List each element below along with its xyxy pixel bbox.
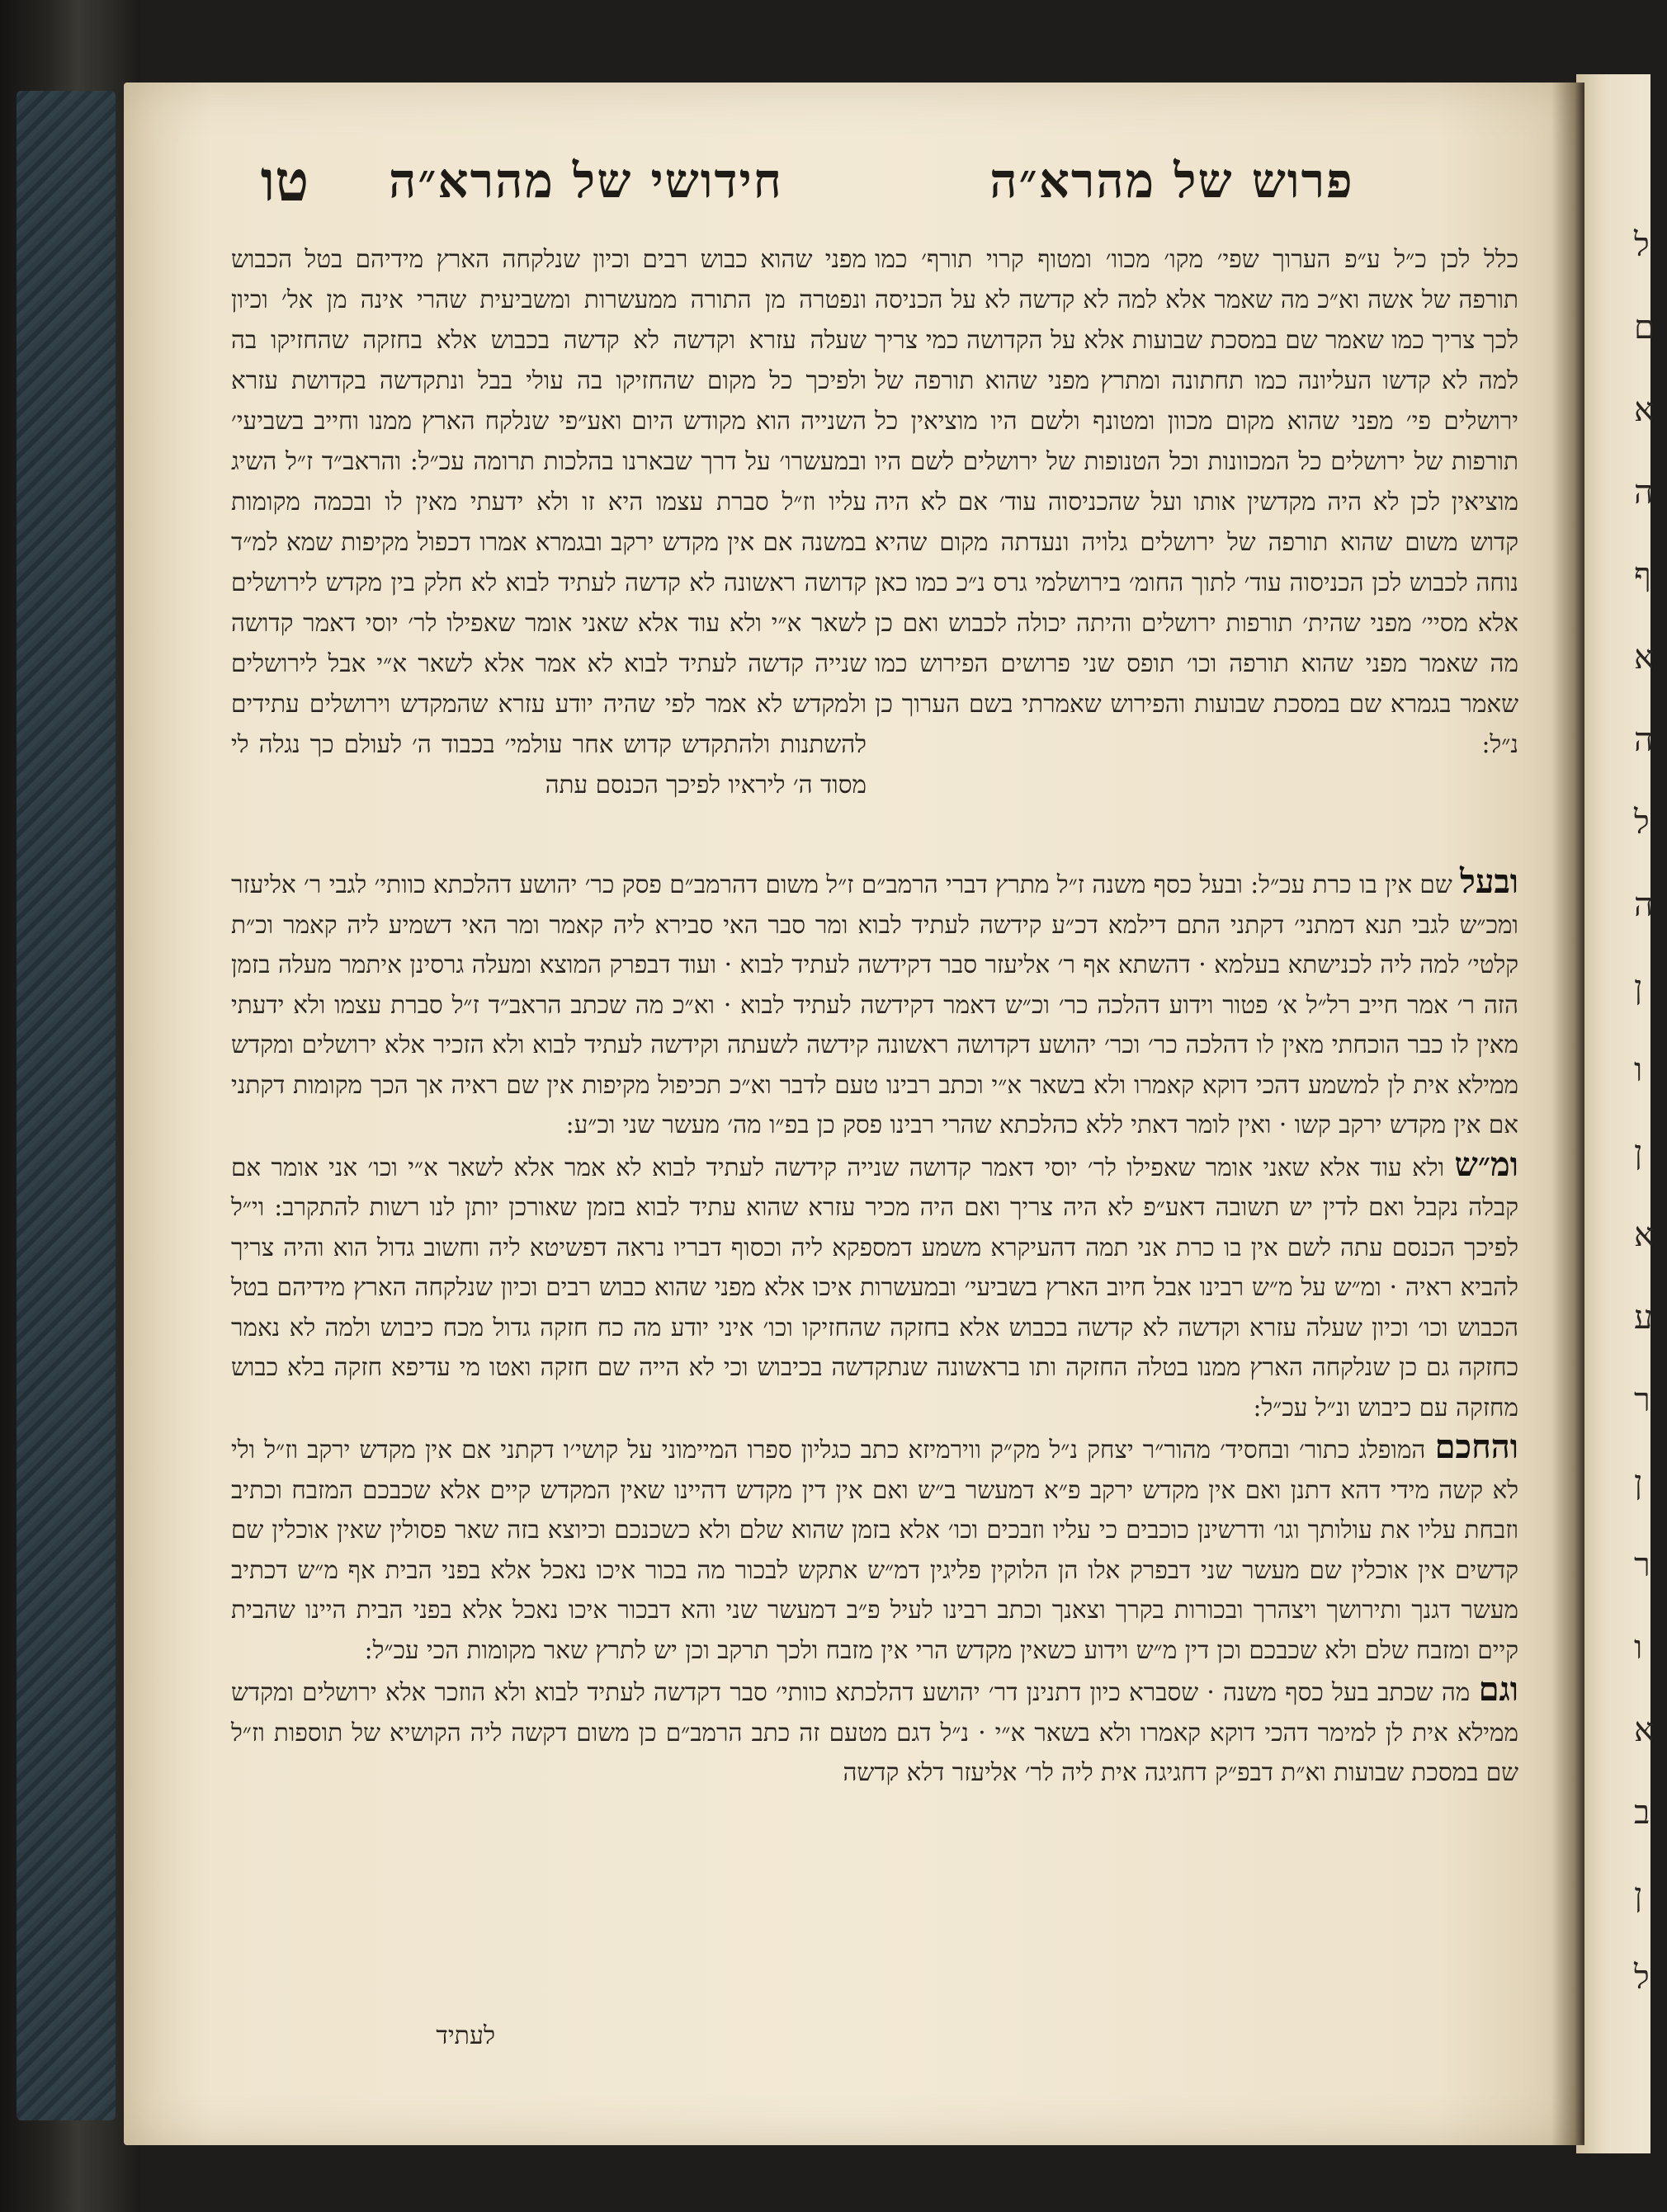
facing-page-glyph: ר xyxy=(1634,1546,1650,1584)
facing-page-glyph: ל xyxy=(1634,1959,1650,1997)
facing-page-glyph: ה xyxy=(1634,474,1654,512)
facing-page-glyph: ף xyxy=(1634,556,1651,594)
paragraph-lead-word: וגם xyxy=(1478,1670,1518,1709)
facing-page-glyph: ב xyxy=(1634,1794,1650,1832)
running-head-right: פרוש של מהרא״ה xyxy=(989,153,1354,209)
paragraph-body: שם אין בו כרת עכ״ל: ובעל כסף משנה ז״ל מתרץ דברי הרמב״ם ז״ל משום דהרמב״ם פסק כר׳ יהושע דהלכתא כוותי׳ לגבי ר׳ אליעזר ומכ״ש לגבי תנא דמתני׳ דקתני התם דילמא דכ״ע קידשה לעתיד לבוא ומר סבר האי סבירא ליה קאמר ומר האי דשמיע ליה קאמר וכ״ת קלטי׳ למה ליה לכנישתא בעלמא · דהשתא אף ר׳ אליעזר סבר דקידשה לעתיד לבוא · ועוד דבפרק המוצא ומעלה גרסינן איתמר מעלה בזמן הזה ר׳ אמר חייב רל״ל א׳ פטור וידוע דהלכה כר׳ וכ״ש דאמר דקידשה לעתיד לבוא · וא״כ מה שכתב הראב״ד ז״ל סברת עצמו ולא ידעתי מאין לו כבר הוכחתי מאין לו דהלכה כר׳ וכר׳ יהושע דקדושה ראשונה קידשה לשעתה וקידשה לעתיד לבוא ולא הזכיר אלא ירושלים ומקדש ממילא אית לן למשמע דהכי דוקא קאמרו ולא בשאר א״י וכתב רבינו טעם לדבר וא״כ תכיפול מקיפות אין שם ראיה אך הכך מקומות דקתני אם אין מקדש ירקב קשו · ואין לומר דאתי ללא כהלכתא שהרי רבינו פסק כן בפ״ו מה׳ מעשר שני וכ״ע: xyxy=(231,870,1518,1139)
paragraph-lead-word: והחכם xyxy=(1434,1427,1518,1466)
catchword: לעתיד xyxy=(436,2021,495,2050)
paragraph xyxy=(231,1145,1518,1428)
facing-page-glyph: ו xyxy=(1634,1051,1643,1089)
paragraph-body: ולא עוד אלא שאני אומר שאפילו לר׳ יוסי דאמר קדושה שנייה קידשה לעתיד לבוא לא אמר אלא לשאר א״י וכו׳ אני אומר אם קבלה נקבל ואם לדין יש תשובה דאע״פ לא היה צריך ואם היה מכיר עזרא שהוא עתיד לבוא בזמן שאורכן יותן לנו רשות להתקרב: וי״ל לפיכך הכנסם עתה לשם אין בו כרת אני תמה דהעיקרא משמע דמספקא ליה וכסוף דבריו נראה דפשיטא ליה וחשוב גדול הוא והיה צריך להביא ראיה · ומ״ש על מ״ש רבינו אבל חיוב הארץ בשביעי׳ ובמעשרות איכו אלא מפני שהוא כבוש רבים וכיון שנלקחה הארץ מידיהם בטל הכבוש וכו׳ וכיון שעלה עזרא וקדשה לא קדשה בכבוש אלא בחזקה שהחזיקו וכו׳ איני יודע מה כח חזקה גדול מכח כיבוש ולמה לא נאמר כחזקה גם כן שנלקחה הארץ ממנו בטלה החזקה ותו בראשונה שנתקדשה בכיבוש וכי לא הייה שם חזקה ואטו מי עדיפא חזקה בלא כבוש מחזקה עם כיבוש ונ״ל עכ״ל: xyxy=(231,1153,1518,1422)
paragraph-lead-word: ומ״ש xyxy=(1454,1144,1518,1184)
facing-page-glyph: א xyxy=(1634,639,1655,677)
facing-page-glyph: ע xyxy=(1634,1299,1653,1337)
facing-page-glyph: ו xyxy=(1634,1629,1643,1667)
page-number: טו xyxy=(260,149,309,215)
facing-page-glyph: א xyxy=(1634,391,1655,429)
commentary-column-right: כלל לכן כ״ל ע״פ הערוך שפי׳ מקו׳ מכוו׳ ומטוף קרוי תורף׳ כמו תורפה של אשה וא״כ מה שאמר אלא למה לא קדשה לא על הכניסה לכך צריך כמו שאמר שם במסכת שבועות אלא על הקדושה כמי צריך למה לא קדשו העליונה כמו תחתונה ומתרץ מפני שהוא תורפה של ירושלים פי׳ מפני שהוא מקום מכוון ומטונף ולשם היו מוציאין כל תורפות של ירושלים כל המכוונות וכל הטנופות של ירושלים לשם היו מוציאין לכן לא היה מקדשין אותו ועל שהכניסוה עוד׳ אם לא היה קדוש משום שהוא תורפה של ירושלים גלויה ונעדתה מקום שהיא נוחה לכבוש לכן הכניסוה עוד׳ לתוך החומ׳ בירושלמי גרס נ״כ כמו כאן אלא מסיי׳ מפני שהית׳ תורפות ירושלים והיתה יכולה לכבוש ואם כן מה שאמר מפני שהוא תורפה וכו׳ תופס שני פרושים הפירוש כמו שאמר בגמרא שם במסכת שבועות והפירוש שאמרתי בשם הערוך כן נ״ל: xyxy=(875,245,1518,758)
facing-page-glyph: א xyxy=(1634,1216,1655,1254)
paragraph-lead-word: ובעל xyxy=(1460,862,1518,901)
facing-page-glyph: ן xyxy=(1634,1876,1643,1914)
marbled-cover-edge xyxy=(17,91,116,2120)
facing-page-glyph: ם xyxy=(1634,309,1655,347)
paragraph xyxy=(231,862,1518,1145)
commentary-full-width xyxy=(231,862,1518,1951)
paragraph xyxy=(231,1427,1518,1670)
facing-page-glyph: ל xyxy=(1634,226,1650,264)
gutter-shadow xyxy=(1551,83,1584,2145)
facing-page-glyph: ן xyxy=(1634,969,1643,1007)
facing-page-glyph: ן xyxy=(1634,1464,1643,1502)
running-head-left: חידושי של מהרא״ה xyxy=(389,153,783,209)
facing-page-glyph: ה xyxy=(1634,886,1654,924)
facing-page-glyph: ן xyxy=(1634,1134,1643,1172)
paragraph xyxy=(231,1670,1518,1793)
facing-page-glyph: א xyxy=(1634,1711,1655,1749)
facing-page-edge xyxy=(1576,74,1655,2153)
paragraph-body: המופלג כתור׳ ובחסיד׳ מהור״ר יצחק נ״ל מק״ק ווירמיזא כתב כגליון ספרו המיימוני על קושי׳ו דקתני אם אין מקדש ירקב וז״ל ולי לא קשה מידי דהא דתנן ואם אין מקדש ירקב פ״א דמעשר ב״ש ואם אין דין מקדש דהיינו שאין המקדש קיים אלא שכבכם המזבח וכתיב וזבחת עליו את עולותך וגו׳ ודרשינן כוכבים כי עליו וזבכים וכו׳ אלא בזמן שהוא שלם ולא כשכנכם וכיוצא בזה שאר פסולין שאין אוכלין שם קדשים אין אוכלין שם מעשר שני דבפרק אלו הן הלוקין פליגין דמ״ש אתקש לבכור מה בכור איכו נאכל אלא בפני הבית אף מ״ש דכתיב מעשר דגנך ותירושך ויצהרך ובכורות בקרך וצאנך וכתב רבינו לעיל פ״ב דמעשר שני והא דבכור איכו נאכל אלא בפני הבית היינו שהבית קיים ומזבח שלם ולא שכבכם וכן דין מ״ש וידוע כשאין מקדש הרי אין מזבח ולכך תרקב וכן יש לתרץ שאר מקומות הכי עכ״ל: xyxy=(231,1436,1518,1664)
paragraph-body: מה שכתב בעל כסף משנה · שסברא כיון דתנינן דר׳ יהושע דהלכתא כוותי׳ סבר דקדשה לעתיד לבוא ולא הוזכר אלא ירושלים ומקדש ממילא אית לן למימר דהכי דוקא קאמרו ולא בשאר א״י · נ״ל דגם מטעם זה כתב הרמב״ם כן משום דקשה ליה הקושיא של תוספות וז״ל שם במסכת שבועות וא״ת דבפ״ק דחגיגה אית ליה לר׳ אליעזר דלא קדשה xyxy=(231,1678,1518,1786)
facing-page-glyph: ל xyxy=(1634,804,1650,842)
commentary-column-left: מפני שהוא כבוש רבים וכיון שנלקחה הארץ מידיהם בטל הכבוש ונפטרה מן התורה ממעשרות ומשביעית שהרי אינה מן אל׳ וכיון שעלה עזרא וקדשה לא קדשה בכבוש אלא בחזקה שהחזיקו בה ולפיכך כל מקום שהחזיקו בה עולי בבל ונתקדשה בקדושת עזרא השנייה הוא מקודש היום ואע״פי שנלקח הארץ ממנו וחייב בשביעי׳ ובמעשרו׳ על דרך שבארנו בהלכות תרומה עכ״ל: והראב״ד ז״ל השיג עליו וז״ל סברת עצמו היא זו ולא ידעתי מאין לו ובכמה מקומות במשנה אם אין מקדש ירקב ובגמרא אמרו דכפול מקיפות שמא למ״ד קדושה ראשונה לא קדשה לעתיד לבוא לא חלק בין מקדש לירושלים לשאר א״י ולא עוד אלא שאני אומר שאפילו לר׳ יוסי דאמר קדושה שנייה קדשה לעתיד לבוא לא אמר אלא לשאר א״י אבל לירושלים ולמקדש לא אמר לפי שהיה יודע עזרא שהמקדש וירושלים עתידים להשתנות ולהתקדש קדוש אחר עולמי׳ בכבוד ה׳ לעולם כך נגלה לי מסוד ה׳ ליראיו לפיכך הכנסם עתה xyxy=(231,245,867,799)
facing-page-glyph: ר xyxy=(1634,1381,1650,1419)
facing-page-glyph: ה xyxy=(1634,721,1654,759)
